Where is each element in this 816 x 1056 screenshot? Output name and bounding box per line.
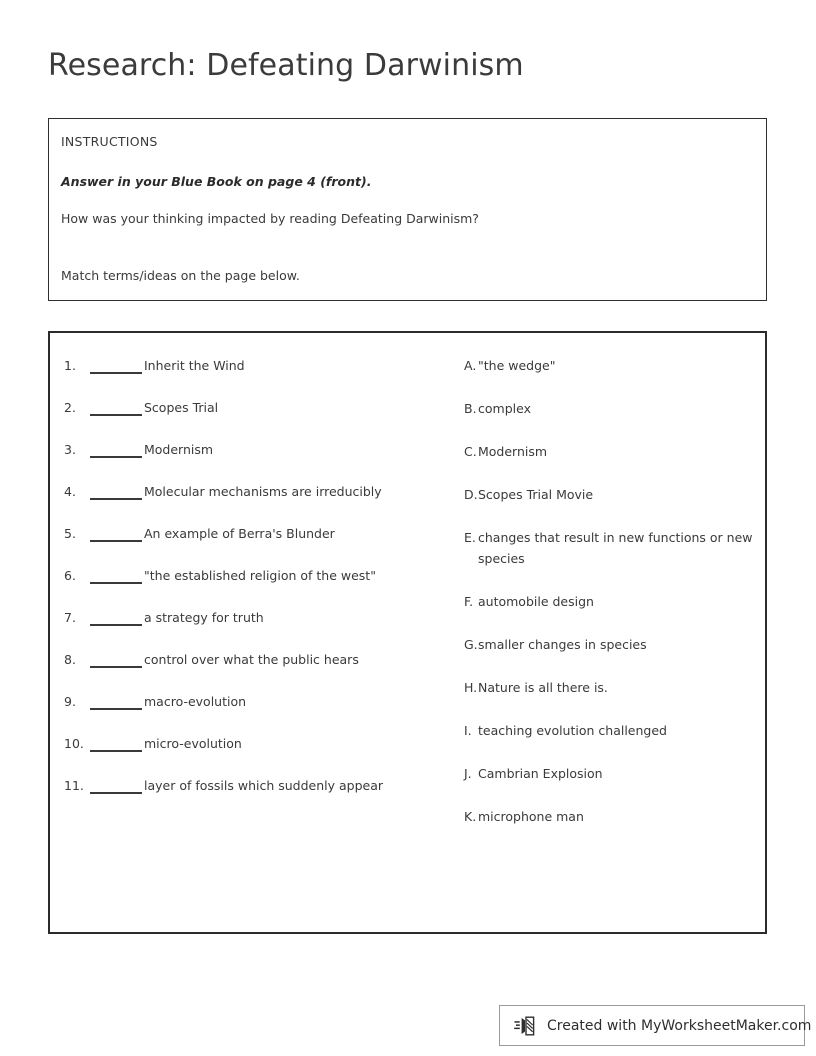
prompt-number: 7. — [64, 610, 76, 625]
matching-choice-row — [464, 591, 754, 612]
prompt-text: a strategy for truth — [144, 610, 264, 625]
prompt-number: 5. — [64, 526, 76, 541]
matching-choice-row — [464, 441, 754, 462]
prompt-number: 6. — [64, 568, 76, 583]
choice-letter: G. — [464, 637, 478, 652]
matching-prompt-row — [64, 439, 414, 460]
matching-prompt-row — [64, 481, 414, 502]
instructions-emphasis-text: Answer in your Blue Book on page 4 (front). — [61, 174, 372, 189]
prompt-text: micro-evolution — [144, 736, 242, 751]
instructions-directive-text: Match terms/ideas on the page below. — [61, 268, 300, 283]
prompt-number: 4. — [64, 484, 76, 499]
matching-prompt-row — [64, 523, 414, 544]
choice-text: Cambrian Explosion — [478, 766, 603, 781]
matching-prompt-row — [64, 607, 414, 628]
attribution-badge[interactable] — [499, 1005, 812, 1046]
choice-letter: A. — [464, 358, 477, 373]
prompt-number: 2. — [64, 400, 76, 415]
matching-prompt-row — [64, 397, 414, 418]
prompt-number: 3. — [64, 442, 76, 457]
matching-choices-column — [464, 355, 754, 849]
matching-prompt-row — [64, 565, 414, 586]
page-title: Research: Defeating Darwinism — [48, 48, 524, 83]
matching-prompt-row — [64, 733, 414, 754]
prompt-text: control over what the public hears — [144, 652, 359, 667]
prompt-number: 9. — [64, 694, 76, 709]
prompt-number: 11. — [64, 778, 84, 793]
choice-text: complex — [478, 401, 531, 416]
matching-choice-row — [464, 806, 754, 827]
prompt-text: Modernism — [144, 442, 214, 457]
prompt-number: 10. — [64, 736, 84, 751]
matching-prompt-row — [64, 649, 414, 670]
matching-choice-row — [464, 355, 754, 376]
prompt-text: layer of fossils which suddenly appear — [144, 778, 384, 793]
prompt-text: Molecular mechanisms are irreducibly — [144, 484, 382, 499]
prompt-number: 8. — [64, 652, 76, 667]
matching-prompts-column — [64, 355, 414, 817]
worksheet-maker-logo-icon — [514, 1014, 538, 1038]
choice-letter: J. — [464, 766, 472, 781]
instructions-heading: INSTRUCTIONS — [61, 134, 158, 149]
choice-text: teaching evolution challenged — [478, 723, 667, 738]
choice-text: Scopes Trial Movie — [478, 487, 594, 502]
matching-choice-row — [464, 398, 754, 419]
choice-letter: H. — [464, 680, 478, 695]
matching-prompt-row — [64, 355, 414, 376]
choice-letter: B. — [464, 401, 477, 416]
choice-text: smaller changes in species — [478, 637, 647, 652]
choice-text: automobile design — [478, 594, 594, 609]
matching-prompt-row — [64, 691, 414, 712]
matching-choice-row — [464, 634, 754, 655]
choice-letter: E. — [464, 530, 476, 545]
prompt-text: "the established religion of the west" — [144, 568, 376, 583]
choice-text: changes that result in new functions or new species — [478, 530, 753, 566]
choice-letter: F. — [464, 594, 474, 609]
choice-letter: K. — [464, 809, 477, 824]
attribution-text: Created with MyWorksheetMaker.com — [547, 1017, 812, 1034]
prompt-text: Scopes Trial — [144, 400, 219, 415]
choice-text: "the wedge" — [478, 358, 556, 373]
choice-text: Modernism — [478, 444, 548, 459]
instructions-question-text: How was your thinking impacted by reading Defeating Darwinism? — [61, 211, 479, 226]
choice-letter: I. — [464, 723, 472, 738]
matching-exercise-panel — [48, 331, 767, 934]
choice-text: Nature is all there is. — [478, 680, 608, 695]
prompt-number: 1. — [64, 358, 76, 373]
prompt-text: macro-evolution — [144, 694, 247, 709]
matching-choice-row — [464, 720, 754, 741]
matching-choice-row — [464, 763, 754, 784]
instructions-panel — [48, 118, 767, 301]
choice-letter: C. — [464, 444, 477, 459]
prompt-text: Inherit the Wind — [144, 358, 245, 373]
choice-text: microphone man — [478, 809, 584, 824]
matching-choice-row — [464, 527, 754, 569]
choice-letter: D. — [464, 487, 478, 502]
matching-choice-row — [464, 677, 754, 698]
prompt-text: An example of Berra's Blunder — [144, 526, 335, 541]
matching-prompt-row — [64, 775, 414, 796]
matching-choice-row — [464, 484, 754, 505]
